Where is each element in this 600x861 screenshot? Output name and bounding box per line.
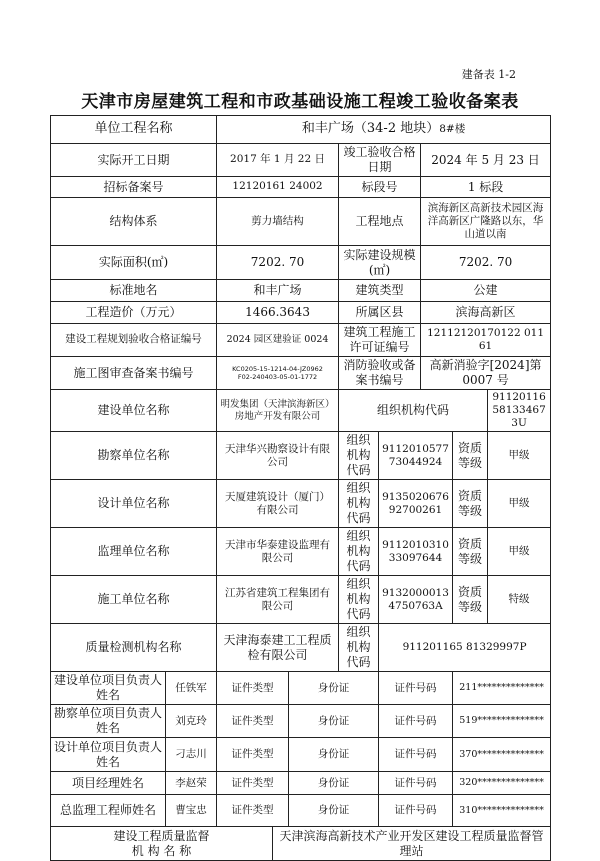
table-row <box>51 302 551 324</box>
cell-label: 设计单位项目负责人姓名 <box>51 738 166 772</box>
cell-value: 320************** <box>453 772 551 795</box>
cell-value: 剪力墙结构 <box>217 198 339 246</box>
cell-value: 江苏省建筑工程集团有限公司 <box>217 576 339 624</box>
cell-label: 标准地名 <box>51 280 217 302</box>
cell-value: 7202. 70 <box>217 246 339 280</box>
cell-value: 高新消验字[2024]第 0007 号 <box>421 357 551 390</box>
cell-label: 资质等级 <box>453 576 488 624</box>
cell-value: 甲级 <box>488 480 551 528</box>
table-row <box>51 280 551 302</box>
cell-label: 项目经理姓名 <box>51 772 166 795</box>
cell-label: 建筑类型 <box>339 280 421 302</box>
drawing-review-no-line1: KC0205-15-1214-04-JZ0962 <box>232 364 323 373</box>
cell-value: 身份证 <box>289 795 379 827</box>
cell-value: 211************** <box>453 672 551 705</box>
table-row <box>51 198 551 246</box>
cell-label: 实际开工日期 <box>51 144 217 177</box>
cell-label: 实际建设规模(㎡) <box>339 246 421 280</box>
cell-label: 证件号码 <box>379 772 453 795</box>
cell-value: 1466.3643 <box>217 302 339 324</box>
cell-value: 911201057773044924 <box>379 432 453 480</box>
cell-label: 组织机构代码 <box>339 576 379 624</box>
cell-label: 证件类型 <box>217 705 289 738</box>
cell-value: 刁志川 <box>166 738 217 772</box>
form-code: 建备表 1-2 <box>461 68 516 81</box>
cell-value: 身份证 <box>289 738 379 772</box>
cell-value: 天津华兴勘察设计有限公司 <box>217 432 339 480</box>
cell-label: 组织机构代码 <box>339 432 379 480</box>
cell-value: 特级 <box>488 576 551 624</box>
cell-value <box>217 116 551 144</box>
cell-value: 310************** <box>453 795 551 827</box>
table-row <box>51 576 551 624</box>
cell-label: 施工图审查备案书编号 <box>51 357 217 390</box>
table-row <box>51 177 551 198</box>
cell-label: 竣工验收合格日期 <box>339 144 421 177</box>
project-name-text: 和丰广场（34-2 地块） <box>301 121 440 137</box>
cell-label: 证件类型 <box>217 795 289 827</box>
cell-label: 证件类型 <box>217 738 289 772</box>
drawing-review-no-line2: F02-240403-05-01-1772 <box>237 373 318 381</box>
cell-label: 工程地点 <box>339 198 421 246</box>
cell-value: 天津市华泰建设监理有限公司 <box>217 528 339 576</box>
table-row <box>51 528 551 576</box>
supervision-agency-label-line2: 机 构 名 称 <box>131 843 192 858</box>
cell-label: 建设单位名称 <box>51 390 217 432</box>
cell-value: 曹宝忠 <box>166 795 217 827</box>
cell-value: 12120161 24002 <box>217 177 339 198</box>
cell-label: 所属区县 <box>339 302 421 324</box>
person-row <box>51 738 551 772</box>
supervision-agency-label-line1: 建设工程质量监督 <box>113 828 210 843</box>
project-name-suffix: 8#楼 <box>439 123 466 136</box>
cell-label: 施工单位名称 <box>51 576 217 624</box>
table-row <box>51 246 551 280</box>
table-row <box>51 624 551 672</box>
cell-value: 滨海新区高新技术园区海洋高新区广隆路以东，华山道以南 <box>421 198 551 246</box>
table-row <box>51 390 551 432</box>
cell-label: 消防验收或备案书编号 <box>339 357 421 390</box>
cell-value: 91120116581334673U <box>488 390 551 432</box>
cell-label: 证件号码 <box>379 705 453 738</box>
cell-value: 和丰广场 <box>217 280 339 302</box>
table-row <box>51 144 551 177</box>
person-row <box>51 772 551 795</box>
cell-value: 公建 <box>421 280 551 302</box>
cell-label: 资质等级 <box>453 432 488 480</box>
cell-value: 天津海泰建工工程质检有限公司 <box>217 624 339 672</box>
cell-value: 滨海高新区 <box>421 302 551 324</box>
cell-label: 建筑工程施工许可证编号 <box>339 324 421 357</box>
table-row <box>51 116 551 144</box>
cell-value: 7202. 70 <box>421 246 551 280</box>
table-row <box>51 357 551 390</box>
cell-value: 身份证 <box>289 705 379 738</box>
table-row <box>51 480 551 528</box>
cell-label: 组织机构代码 <box>339 528 379 576</box>
cell-value: 任铁军 <box>166 672 217 705</box>
table-row <box>51 432 551 480</box>
cell-value: 911201031033097644 <box>379 528 453 576</box>
cell-label: 单位工程名称 <box>51 116 217 144</box>
cell-value: 12112120170122 01161 <box>421 324 551 357</box>
cell-value: 913502067692700261 <box>379 480 453 528</box>
cell-label: 实际面积(㎡) <box>51 246 217 280</box>
cell-label: 组织机构代码 <box>339 624 379 672</box>
cell-value: 2024 园区建验证 0024 <box>217 324 339 357</box>
cell-label: 质量检测机构名称 <box>51 624 217 672</box>
cell-label <box>51 827 273 861</box>
cell-value: 甲级 <box>488 432 551 480</box>
cell-label: 组织机构代码 <box>339 390 488 432</box>
cell-label: 证件类型 <box>217 672 289 705</box>
cell-value: 91320000134750763A <box>379 576 453 624</box>
table-row <box>51 324 551 357</box>
cell-label: 监理单位名称 <box>51 528 217 576</box>
acceptance-record-table <box>50 115 551 861</box>
cell-label: 建设工程规划验收合格证编号 <box>51 324 217 357</box>
cell-value: 天津滨海高新技术产业开发区建设工程质量监督管理站 <box>273 827 551 861</box>
page-title: 天津市房屋建筑工程和市政基础设施工程竣工验收备案表 <box>81 92 519 112</box>
cell-label: 证件类型 <box>217 772 289 795</box>
cell-value <box>217 357 339 390</box>
person-row <box>51 795 551 827</box>
cell-value: 身份证 <box>289 772 379 795</box>
cell-label: 勘察单位名称 <box>51 432 217 480</box>
cell-label: 资质等级 <box>453 480 488 528</box>
cell-label: 证件号码 <box>379 738 453 772</box>
cell-value: 天厦建筑设计（厦门）有限公司 <box>217 480 339 528</box>
cell-value: 刘克玲 <box>166 705 217 738</box>
cell-value: 370************** <box>453 738 551 772</box>
cell-label: 总监理工程师姓名 <box>51 795 166 827</box>
cell-value: 2017 年 1 月 22 日 <box>217 144 339 177</box>
cell-label: 招标备案号 <box>51 177 217 198</box>
cell-value: 519************** <box>453 705 551 738</box>
cell-value: 2024 年 5 月 23 日 <box>421 144 551 177</box>
cell-value: 李赵荣 <box>166 772 217 795</box>
cell-label: 结构体系 <box>51 198 217 246</box>
cell-value: 1 标段 <box>421 177 551 198</box>
cell-label: 勘察单位项目负责人姓名 <box>51 705 166 738</box>
person-row <box>51 705 551 738</box>
cell-value: 身份证 <box>289 672 379 705</box>
cell-value: 明发集团（天津滨海新区）房地产开发有限公司 <box>217 390 339 432</box>
cell-value: 911201165 81329997P <box>379 624 551 672</box>
person-row <box>51 672 551 705</box>
cell-label: 设计单位名称 <box>51 480 217 528</box>
cell-value: 甲级 <box>488 528 551 576</box>
cell-label: 建设单位项目负责人姓名 <box>51 672 166 705</box>
cell-label: 标段号 <box>339 177 421 198</box>
cell-label: 证件号码 <box>379 672 453 705</box>
cell-label: 工程造价（万元） <box>51 302 217 324</box>
cell-label: 证件号码 <box>379 795 453 827</box>
cell-label: 资质等级 <box>453 528 488 576</box>
cell-label: 组织机构代码 <box>339 480 379 528</box>
table-row <box>51 827 551 861</box>
